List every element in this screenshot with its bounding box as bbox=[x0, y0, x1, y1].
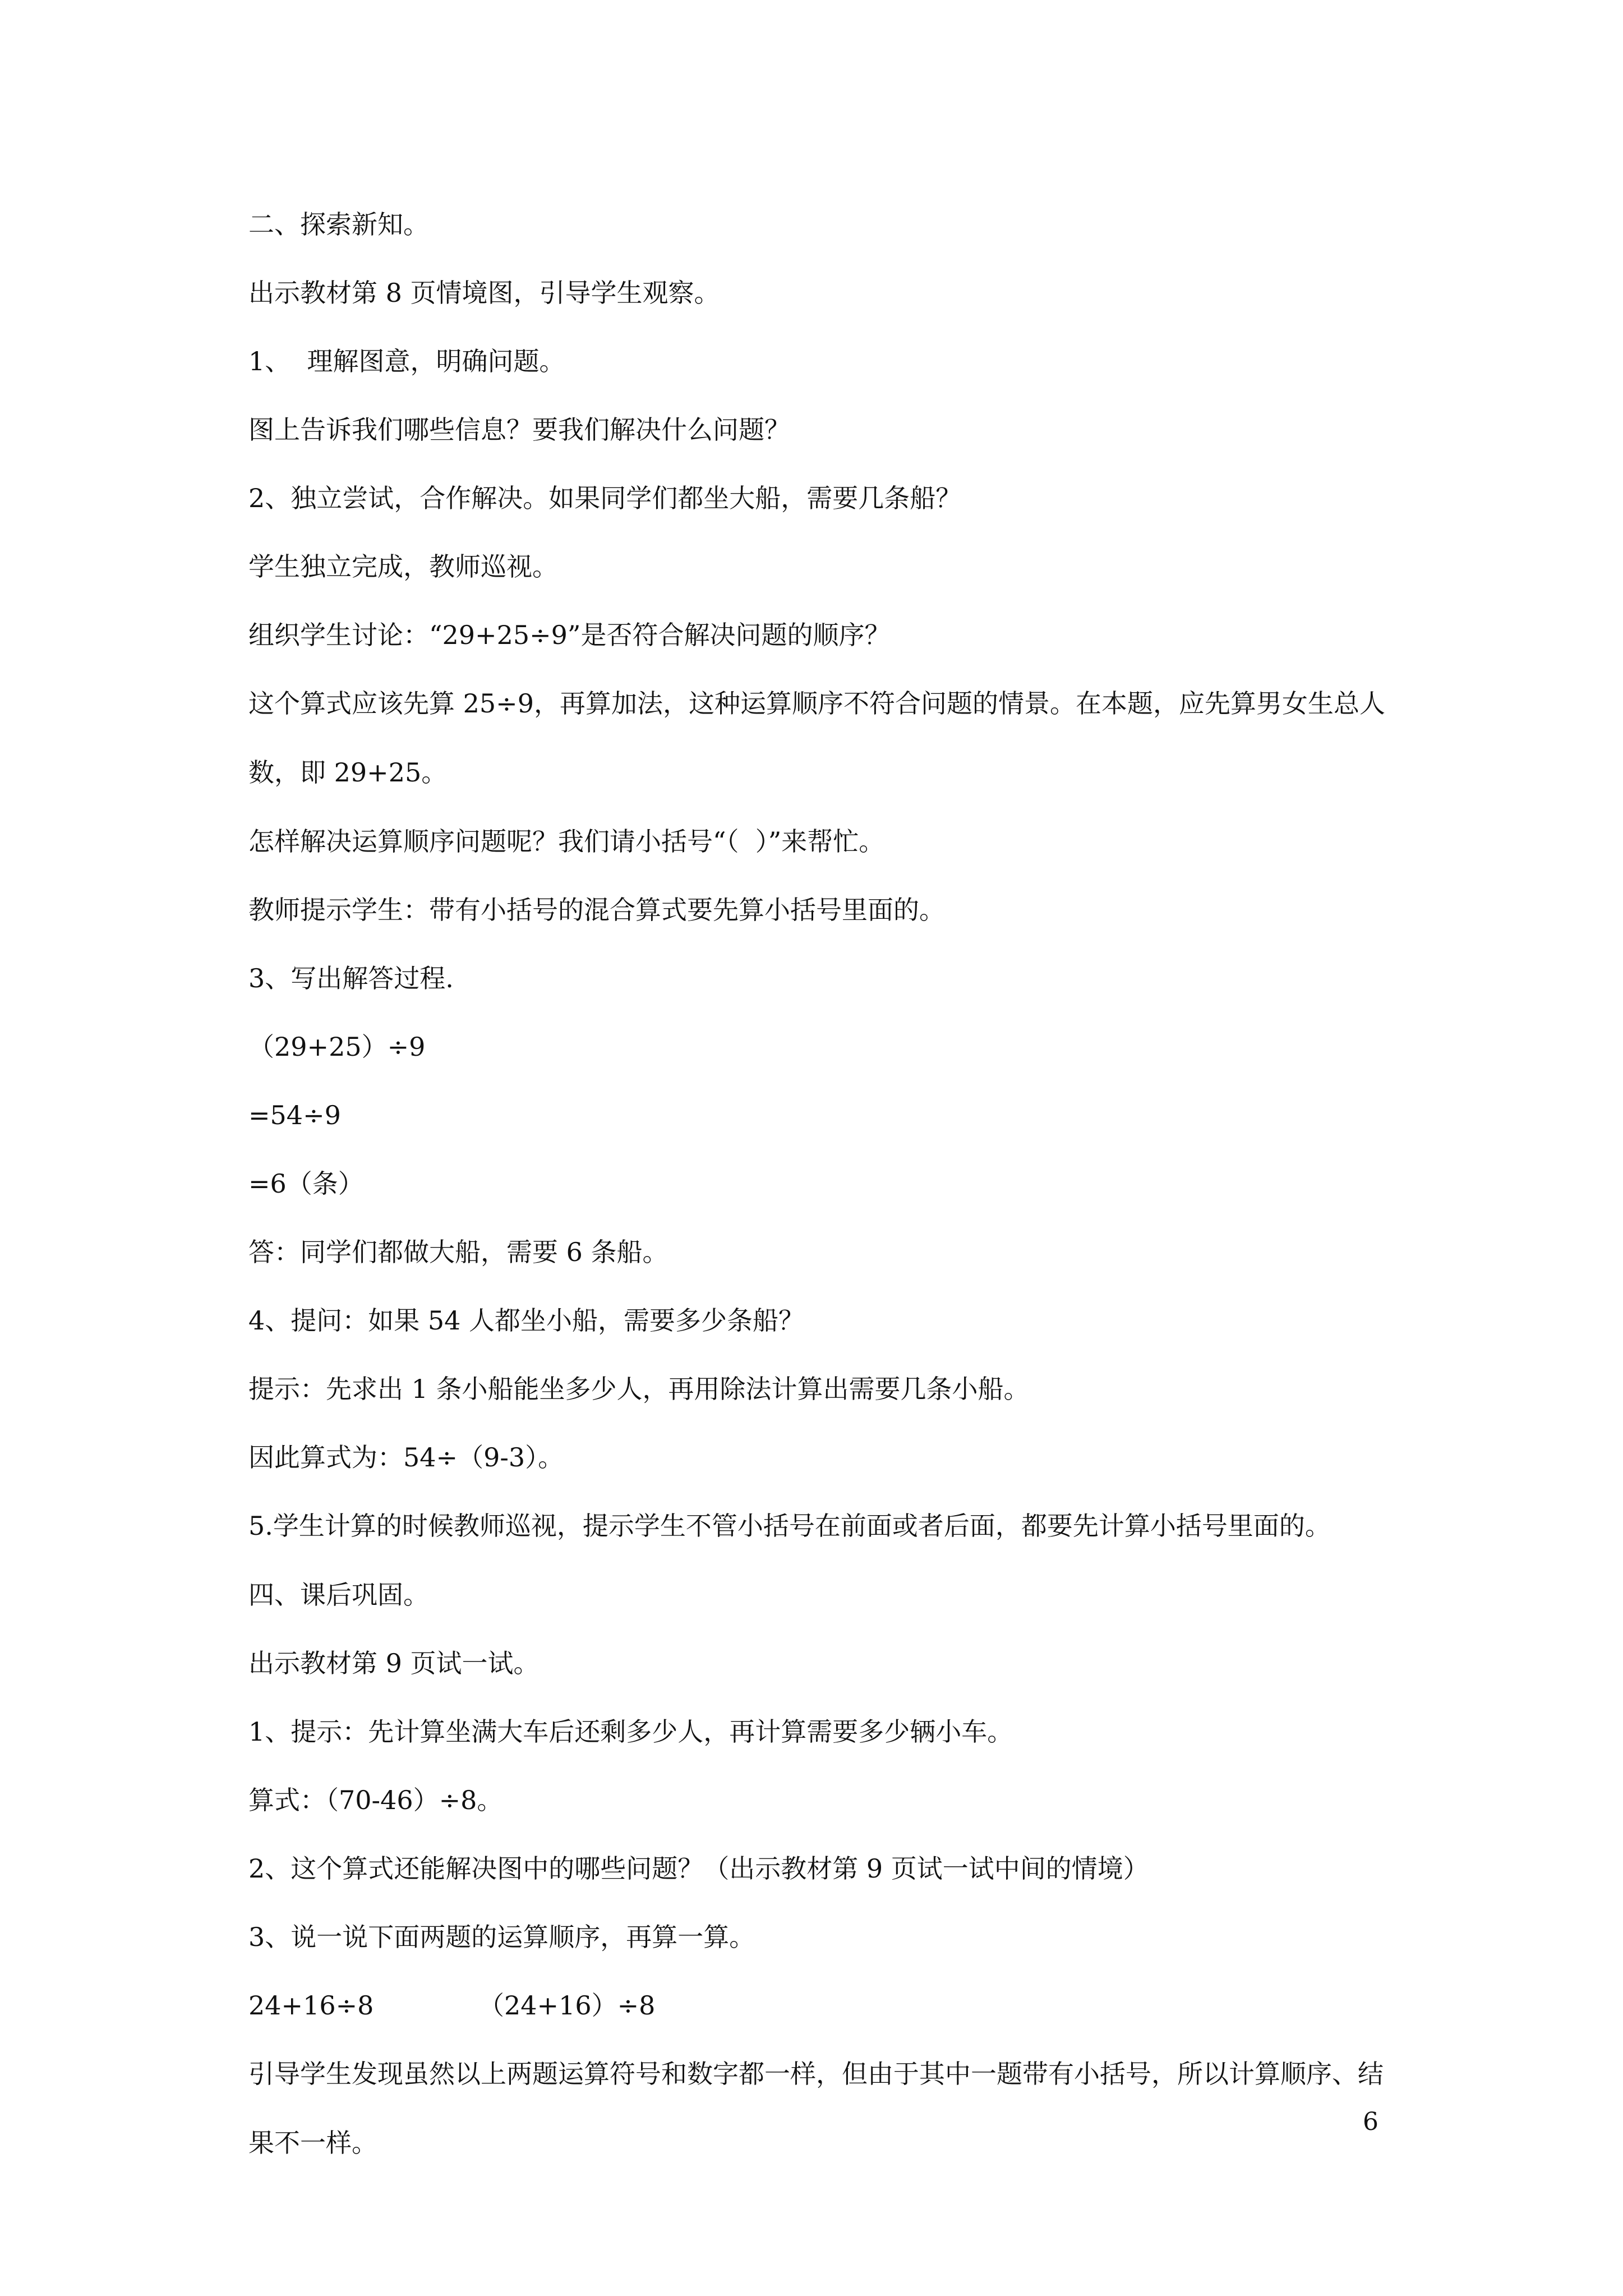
paragraph: 2、独立尝试，合作解决。如果同学们都坐大船，需要几条船？ bbox=[248, 483, 962, 513]
paragraph: 3、说一说下面两题的运算顺序，再算一算。 bbox=[248, 1922, 755, 1952]
paragraph: 提示：先求出 1 条小船能坐多少人，再用除法计算出需要几条小船。 bbox=[248, 1374, 1030, 1404]
paragraph: 学生独立完成，教师巡视。 bbox=[248, 551, 558, 582]
paragraph: 1、 理解图意，明确问题。 bbox=[248, 346, 565, 376]
document-body bbox=[248, 208, 1393, 2195]
section-heading-review: 四、课后巩固。 bbox=[248, 1580, 429, 1610]
answer-line: 答：同学们都做大船，需要 6 条船。 bbox=[248, 1237, 668, 1267]
formula-line: 算式：（70-46）÷8。 bbox=[248, 1785, 503, 1815]
paragraph: 怎样解决运算顺序问题呢？我们请小括号“（ ）”来帮忙。 bbox=[248, 826, 885, 857]
paragraph: 教师提示学生：带有小括号的混合算式要先算小括号里面的。 bbox=[248, 895, 945, 925]
expression-pair bbox=[248, 1989, 1393, 2022]
paragraph: 3、写出解答过程. bbox=[248, 963, 454, 993]
paragraph: 1、提示：先计算坐满大车后还剩多少人，再计算需要多少辆小车。 bbox=[248, 1717, 1013, 1747]
expression-right: （24+16）÷8 bbox=[478, 1990, 656, 2021]
paragraph: 这个算式应该先算 25÷9，再算加法，这种运算顺序不符合问题的情景。在本题，应先算男女生总人数，即 29+25。 bbox=[248, 688, 1385, 788]
section-heading-explore: 二、探索新知。 bbox=[248, 209, 429, 240]
paragraph: 图上告诉我们哪些信息？要我们解决什么问题？ bbox=[248, 415, 790, 445]
paragraph: 5.学生计算的时候教师巡视，提示学生不管小括号在前面或者后面，都要先计算小括号里面的。 bbox=[248, 1511, 1331, 1541]
paragraph: 因此算式为：54÷（9-3）。 bbox=[248, 1442, 564, 1473]
formula-line: （29+25）÷9 bbox=[248, 1032, 426, 1062]
paragraph: 组织学生讨论：“29+25÷9”是否符合解决问题的顺序？ bbox=[248, 620, 891, 650]
paragraph: 出示教材第 8 页情境图，引导学生观察。 bbox=[248, 278, 720, 308]
paragraph: 4、提问：如果 54 人都坐小船，需要多少条船？ bbox=[248, 1305, 805, 1336]
page-number: 6 bbox=[1363, 2108, 1378, 2136]
formula-line: =6（条） bbox=[248, 1168, 364, 1199]
paragraph: 出示教材第 9 页试一试。 bbox=[248, 1648, 540, 1678]
paragraph: 2、这个算式还能解决图中的哪些问题？（出示教材第 9 页试一试中间的情境） bbox=[248, 1853, 1149, 1884]
closing-paragraph: 引导学生发现虽然以上两题运算符号和数字都一样，但由于其中一题带有小括号，所以计算顺序、结果不一样。 bbox=[248, 2059, 1384, 2158]
formula-line: =54÷9 bbox=[248, 1100, 341, 1130]
expression-left: 24+16÷8 bbox=[248, 1990, 374, 2021]
